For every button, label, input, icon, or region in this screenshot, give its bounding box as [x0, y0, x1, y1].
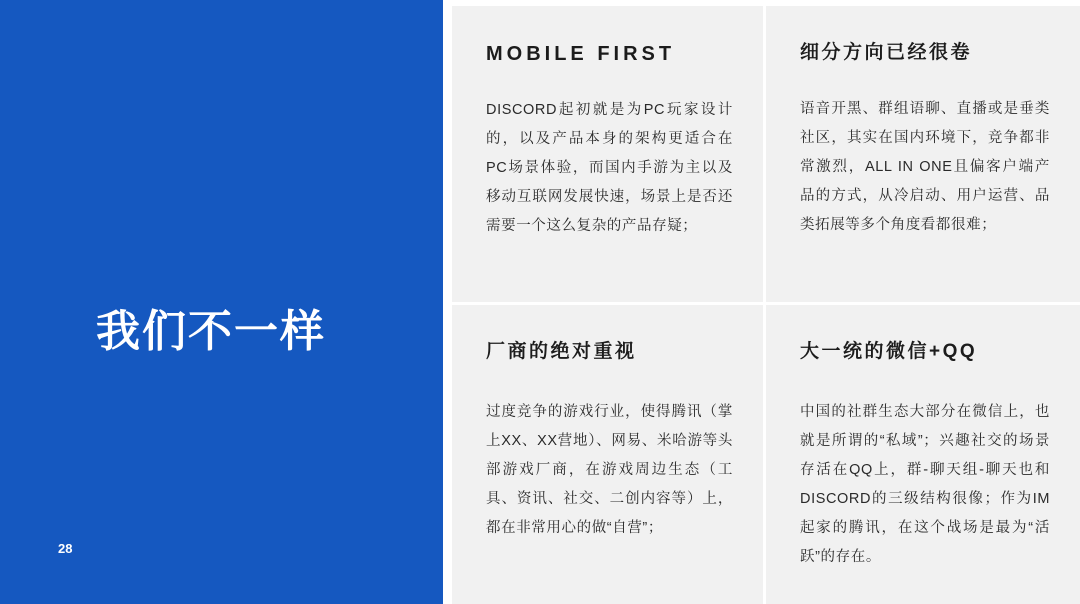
card-heading: 大一统的微信+QQ	[800, 341, 978, 362]
card-grid	[452, 6, 1080, 604]
card-mobile-first	[452, 6, 766, 305]
card-body: 中国的社群生态大部分在微信上，也就是所谓的“私域”；兴趣社交的场景存活在QQ上，群-聊天组-聊天也和DISCORD的三级结构很像；作为IM起家的腾讯，在这个战场是最为“活跃”的存在。	[800, 403, 1050, 565]
card-body: 过度竞争的游戏行业，使得腾讯（掌上XX、XX营地）、网易、米哈游等头部游戏厂商，在游戏周边生态（工具、资讯、社交、二创内容等）上，都在非常用心的做“自营”；	[486, 403, 733, 536]
card-body: DISCORD起初就是为PC玩家设计的，以及产品本身的架构更适合在PC场景体验，而国内手游为主以及移动互联网发展快速，场景上是否还需要一个这么复杂的产品存疑；	[486, 102, 733, 234]
page-number: 28	[58, 541, 73, 556]
card-vendor-attention	[452, 305, 766, 604]
card-body: 语音开黑、群组语聊、直播或是垂类社区，其实在国内环境下，竞争都非常激烈，ALL IN ONE且偏客户端产品的方式，从冷启动、用户运营、品类拓展等多个角度看都很难；	[800, 100, 1050, 233]
card-wechat-qq	[766, 305, 1080, 604]
card-segmentation	[766, 6, 1080, 305]
content-panel	[443, 0, 1080, 604]
title-panel	[0, 0, 443, 604]
page-title: 我们不一样	[96, 307, 326, 356]
card-heading: 细分方向已经很卷	[800, 42, 973, 63]
card-heading: 厂商的绝对重视	[486, 341, 637, 362]
card-heading: MOBILE FIRST	[486, 43, 676, 65]
